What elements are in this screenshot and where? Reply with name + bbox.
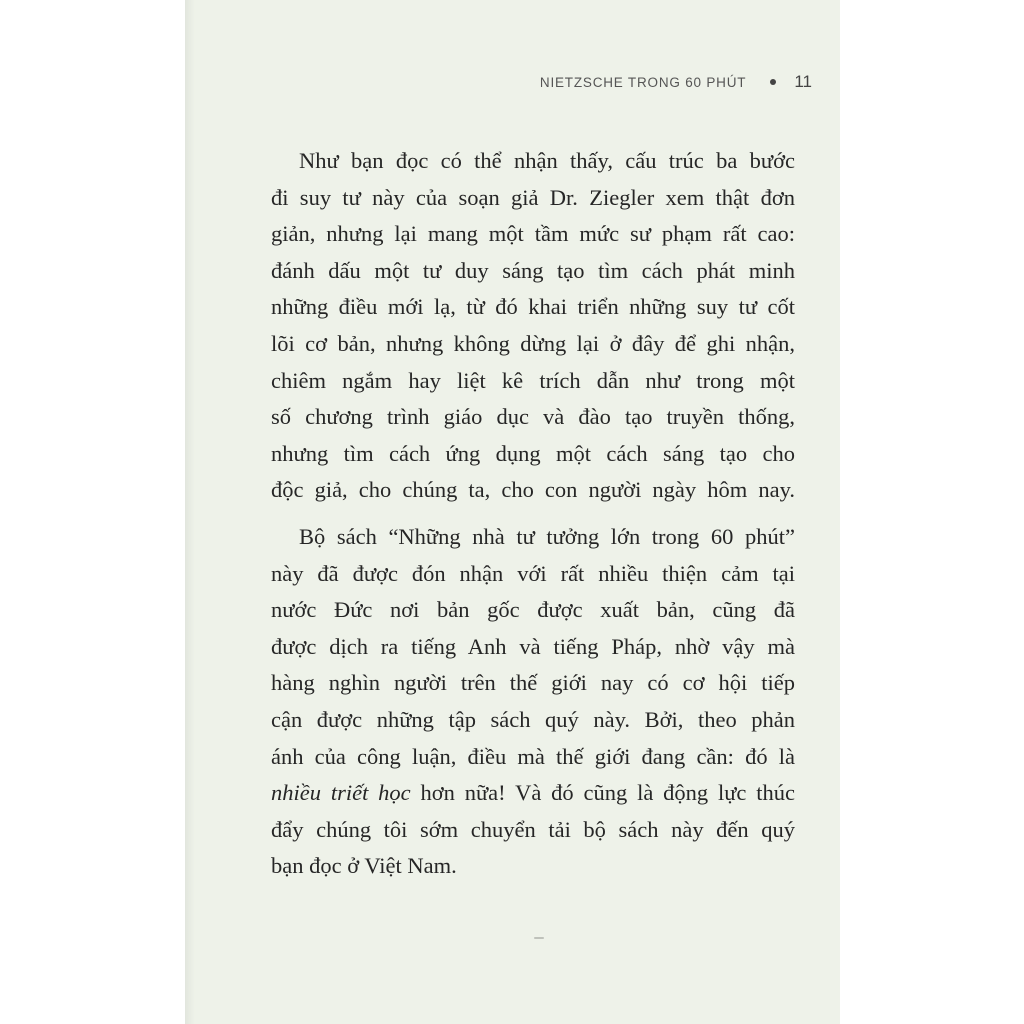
scan-speck bbox=[534, 937, 544, 939]
text-line: hàng nghìn người trên thế giới nay có cơ hội tiếp bbox=[271, 670, 795, 696]
text-span: hơn nữa! Và đó cũng là động lực thúc bbox=[410, 780, 795, 806]
text-line: số chương trình giáo dục và đào tạo truyền thống, bbox=[271, 404, 795, 430]
text-line: độc giả, cho chúng ta, cho con người ngày hôm nay. bbox=[271, 477, 795, 503]
text-line: Bộ sách “Những nhà tư tưởng lớn trong 60 phút” bbox=[299, 523, 795, 549]
text-line: được dịch ra tiếng Anh và tiếng Pháp, nhờ vậy mà bbox=[271, 633, 795, 659]
text-line: ánh của công luận, điều mà thế giới đang cần: đó là bbox=[271, 743, 795, 769]
paragraph-2 bbox=[271, 519, 795, 885]
text-line-with-italic bbox=[271, 775, 795, 812]
page-number: 11 bbox=[794, 72, 812, 91]
running-header bbox=[540, 72, 812, 92]
body-text bbox=[271, 143, 795, 895]
text-line: giản, nhưng lại mang một tầm mức sư phạm rất cao: bbox=[271, 221, 795, 247]
text-line: bạn đọc ở Việt Nam. bbox=[271, 853, 457, 879]
text-line: Như bạn đọc có thể nhận thấy, cấu trúc ba bước bbox=[299, 148, 795, 173]
text-line: lõi cơ bản, nhưng không dừng lại ở đây để ghi nhận, bbox=[271, 330, 795, 356]
text-line: này đã được đón nhận với rất nhiều thiện cảm tại bbox=[271, 560, 795, 586]
italic-phrase: nhiều triết học bbox=[271, 780, 411, 806]
bullet-separator-icon bbox=[770, 79, 776, 85]
text-line: đi suy tư này của soạn giả Dr. Ziegler xem thật đơn bbox=[271, 184, 795, 210]
book-page bbox=[185, 0, 840, 1024]
text-line: đánh dấu một tư duy sáng tạo tìm cách phát minh bbox=[271, 257, 795, 283]
text-line: những điều mới lạ, từ đó khai triển những suy tư cốt bbox=[271, 294, 795, 320]
text-line: cận được những tập sách quý này. Bởi, theo phản bbox=[271, 706, 795, 732]
text-line: nước Đức nơi bản gốc được xuất bản, cũng đã bbox=[271, 597, 795, 623]
running-title: NIETZSCHE TRONG 60 PHÚT bbox=[539, 74, 747, 90]
text-line: đẩy chúng tôi sớm chuyển tải bộ sách này đến quý bbox=[271, 816, 795, 842]
paragraph-1 bbox=[271, 143, 795, 509]
text-line: nhưng tìm cách ứng dụng một cách sáng tạo cho bbox=[271, 440, 795, 466]
text-line: chiêm ngắm hay liệt kê trích dẫn như trong một bbox=[271, 367, 795, 393]
